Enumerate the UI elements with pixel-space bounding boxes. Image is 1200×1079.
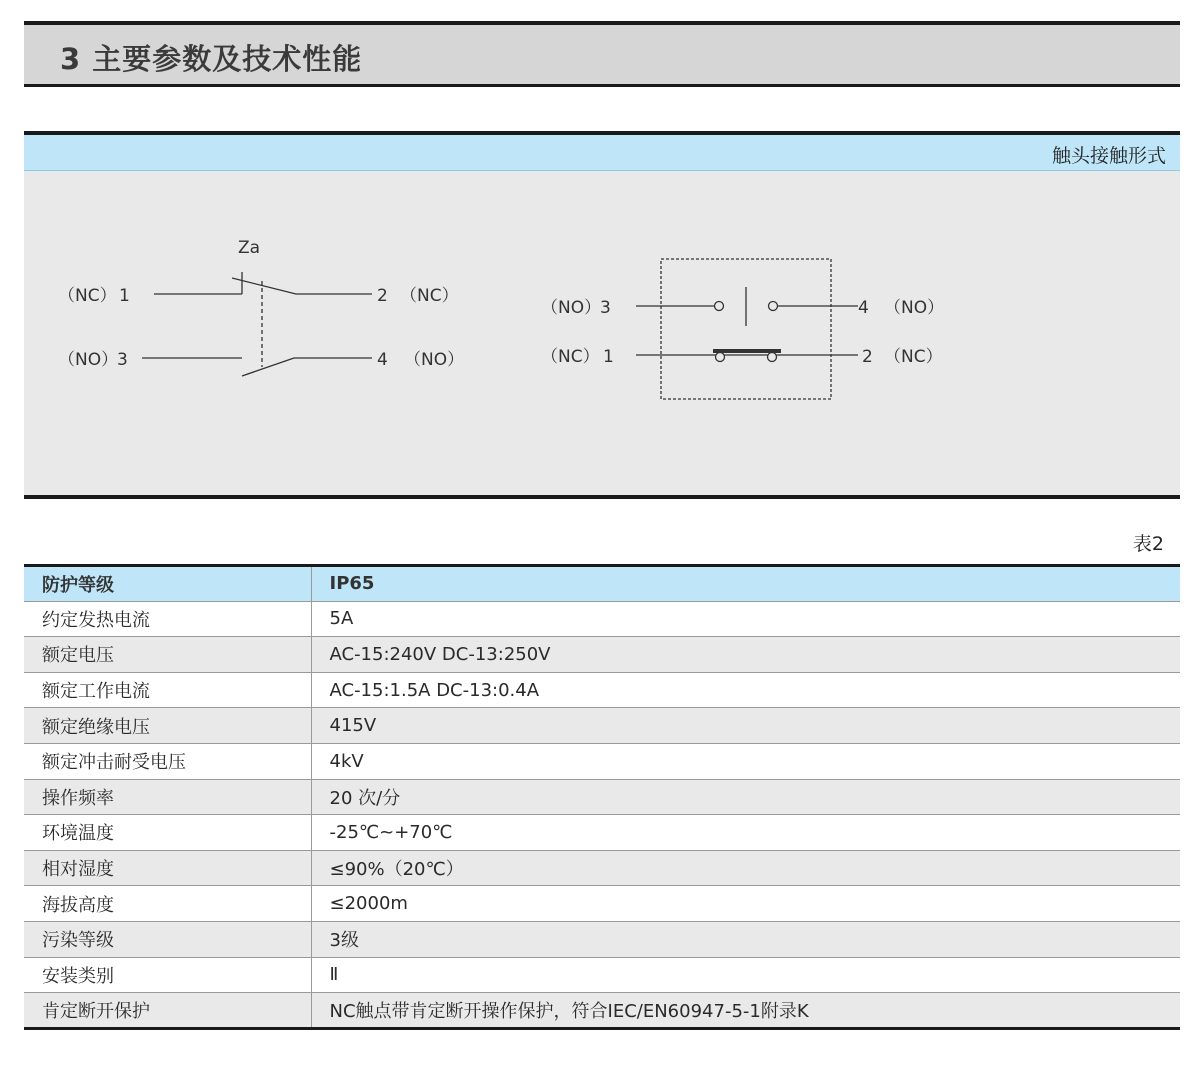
row-key: 安装类别	[24, 957, 311, 993]
row-value: 20 次/分	[311, 779, 1180, 815]
right-no-terminal-4: 4	[858, 298, 869, 318]
row-value: ≤90%（20℃）	[311, 850, 1180, 886]
parameters-table	[24, 564, 1180, 1030]
row-key: 额定冲击耐受电压	[24, 743, 311, 779]
table-row	[24, 637, 1180, 673]
table-row	[24, 601, 1180, 637]
left-contact-diagram	[142, 238, 372, 376]
left-nc-label-right: （NC）	[400, 286, 459, 306]
right-no-terminal-3: 3	[600, 298, 611, 318]
no-contact-left	[715, 302, 724, 311]
table-row	[24, 779, 1180, 815]
row-value: NC触点带肯定断开操作保护，符合IEC/EN60947-5-1附录K	[311, 993, 1180, 1029]
left-nc-terminal-2: 2	[377, 286, 388, 306]
no-blade	[242, 358, 294, 376]
section-title: 3 主要参数及技术性能	[60, 42, 363, 76]
table-row	[24, 886, 1180, 922]
row-value: AC-15:240V DC-13:250V	[311, 637, 1180, 673]
right-nc-label-right: （NC）	[884, 347, 943, 367]
left-no-label-right: （NO）	[404, 350, 465, 370]
table-header-row	[24, 566, 1180, 602]
table-row	[24, 957, 1180, 993]
section-header	[24, 21, 1180, 87]
row-key: 环境温度	[24, 815, 311, 851]
no-contact-right	[769, 302, 778, 311]
left-no-terminal-3: 3	[117, 350, 128, 370]
right-nc-terminal-2: 2	[862, 347, 873, 367]
row-value: AC-15:1.5A DC-13:0.4A	[311, 672, 1180, 708]
row-key: 相对湿度	[24, 850, 311, 886]
table-row	[24, 850, 1180, 886]
row-key: 额定电压	[24, 637, 311, 673]
table-row	[24, 921, 1180, 957]
table-row	[24, 993, 1180, 1029]
row-value: 3级	[311, 921, 1180, 957]
left-no-label: （NO）	[58, 350, 119, 370]
table-row	[24, 708, 1180, 744]
row-key: 约定发热电流	[24, 601, 311, 637]
nc-contact-right	[768, 353, 777, 362]
right-no-label-right: （NO）	[884, 298, 945, 318]
panel-title: 触头接触形式	[1051, 145, 1166, 167]
contact-diagram-panel	[24, 131, 1180, 499]
left-nc-terminal-1: 1	[119, 286, 130, 306]
row-key: 额定绝缘电压	[24, 708, 311, 744]
switch-housing	[661, 259, 831, 399]
contact-diagrams	[24, 171, 1180, 497]
table-row	[24, 743, 1180, 779]
right-contact-diagram	[636, 259, 858, 399]
right-nc-terminal-1: 1	[603, 347, 614, 367]
left-no-terminal-4: 4	[377, 350, 388, 370]
right-no-label: （NO）	[541, 298, 602, 318]
table-row	[24, 815, 1180, 851]
row-key: 污染等级	[24, 921, 311, 957]
row-key: 额定工作电流	[24, 672, 311, 708]
row-key: 肯定断开保护	[24, 993, 311, 1029]
row-value: 4kV	[311, 743, 1180, 779]
row-key: 操作频率	[24, 779, 311, 815]
row-value: -25℃~+70℃	[311, 815, 1180, 851]
row-value: Ⅱ	[311, 957, 1180, 993]
za-label: Za	[238, 238, 261, 258]
table-caption: 表2	[1132, 533, 1164, 555]
header-value: IP65	[311, 566, 1180, 602]
row-value: 415V	[311, 708, 1180, 744]
header-key: 防护等级	[24, 566, 311, 602]
nc-contact-left	[716, 353, 725, 362]
row-key: 海拔高度	[24, 886, 311, 922]
row-value: ≤2000m	[311, 886, 1180, 922]
table-row	[24, 672, 1180, 708]
row-value: 5A	[311, 601, 1180, 637]
right-nc-label: （NC）	[541, 347, 600, 367]
left-nc-label: （NC）	[58, 286, 117, 306]
panel-title-bar	[24, 135, 1180, 171]
